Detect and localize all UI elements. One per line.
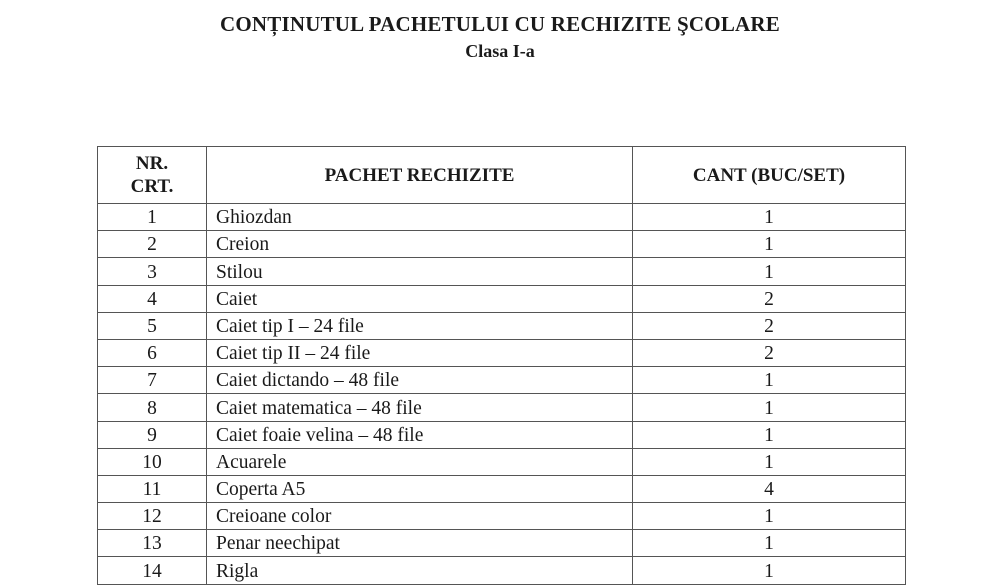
row-quantity-cell: 1	[633, 394, 906, 421]
row-item-cell: Stilou	[207, 258, 633, 285]
row-item-cell: Caiet tip II – 24 file	[207, 339, 633, 366]
header-nr-line2: CRT.	[130, 176, 174, 197]
row-item-cell: Caiet dictando – 48 file	[207, 367, 633, 394]
row-number-cell: 9	[98, 421, 207, 448]
table-header	[98, 147, 906, 204]
table-row	[98, 312, 906, 339]
row-item-cell: Ghiozdan	[207, 204, 633, 231]
supplies-table	[97, 146, 906, 585]
header-nr-crt	[98, 147, 207, 204]
row-quantity-cell: 4	[633, 475, 906, 502]
table-row	[98, 503, 906, 530]
row-number-cell: 5	[98, 312, 207, 339]
row-number-cell: 1	[98, 204, 207, 231]
row-item-cell: Caiet tip I – 24 file	[207, 312, 633, 339]
row-item-cell: Creioane color	[207, 503, 633, 530]
header-qty: CANT (BUC/SET)	[633, 147, 906, 204]
row-item-cell: Creion	[207, 231, 633, 258]
header-row	[98, 147, 906, 204]
row-item-cell: Caiet matematica – 48 file	[207, 394, 633, 421]
row-quantity-cell: 1	[633, 448, 906, 475]
row-number-cell: 4	[98, 285, 207, 312]
table-row	[98, 231, 906, 258]
row-item-cell: Caiet	[207, 285, 633, 312]
table-row	[98, 394, 906, 421]
row-number-cell: 3	[98, 258, 207, 285]
row-number-cell: 2	[98, 231, 207, 258]
table-row	[98, 285, 906, 312]
row-number-cell: 7	[98, 367, 207, 394]
row-item-cell: Penar neechipat	[207, 530, 633, 557]
row-number-cell: 8	[98, 394, 207, 421]
row-item-cell: Rigla	[207, 557, 633, 584]
row-number-cell: 12	[98, 503, 207, 530]
header-item: PACHET RECHIZITE	[207, 147, 633, 204]
row-quantity-cell: 1	[633, 367, 906, 394]
row-quantity-cell: 1	[633, 503, 906, 530]
table-row	[98, 448, 906, 475]
row-quantity-cell: 1	[633, 258, 906, 285]
row-quantity-cell: 1	[633, 421, 906, 448]
row-number-cell: 6	[98, 339, 207, 366]
table-row	[98, 258, 906, 285]
row-quantity-cell: 2	[633, 285, 906, 312]
header-nr-line1: NR.	[135, 153, 169, 174]
row-number-cell: 11	[98, 475, 207, 502]
table-row	[98, 557, 906, 584]
row-number-cell: 10	[98, 448, 207, 475]
row-quantity-cell: 2	[633, 312, 906, 339]
row-quantity-cell: 1	[633, 231, 906, 258]
table-row	[98, 475, 906, 502]
document-subtitle: Clasa I-a	[465, 41, 535, 61]
row-quantity-cell: 2	[633, 339, 906, 366]
table-row	[98, 421, 906, 448]
document-title: CONȚINUTUL PACHETULUI CU RECHIZITE ŞCOLARE	[220, 12, 780, 36]
row-item-cell: Coperta A5	[207, 475, 633, 502]
row-quantity-cell: 1	[633, 530, 906, 557]
row-item-cell: Caiet foaie velina – 48 file	[207, 421, 633, 448]
row-number-cell: 13	[98, 530, 207, 557]
row-item-cell: Acuarele	[207, 448, 633, 475]
table-row	[98, 339, 906, 366]
table-row	[98, 204, 906, 231]
row-quantity-cell: 1	[633, 204, 906, 231]
table-body	[98, 204, 906, 585]
row-quantity-cell: 1	[633, 557, 906, 584]
row-number-cell: 14	[98, 557, 207, 584]
table-row	[98, 530, 906, 557]
table-row	[98, 367, 906, 394]
